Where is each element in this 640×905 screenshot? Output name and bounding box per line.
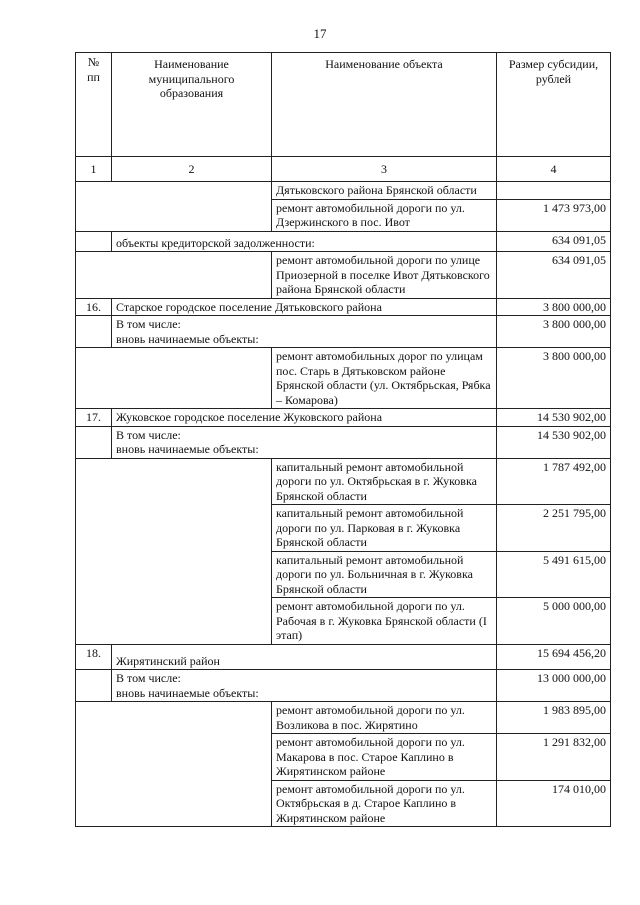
table-row	[76, 182, 611, 200]
amount-cell: 1 983 895,00	[497, 702, 611, 734]
table-row	[76, 702, 611, 734]
amount-cell: 14 530 902,00	[497, 426, 611, 458]
amount-cell: 3 800 000,00	[497, 348, 611, 409]
municipality-name: Жирятинский район	[112, 644, 497, 670]
amount-cell: 1 787 492,00	[497, 458, 611, 505]
amount-cell: 15 694 456,20	[497, 644, 611, 670]
amount-cell: 5 491 615,00	[497, 551, 611, 598]
municipality-name: Старское городское поселение Дятьковского района	[112, 298, 497, 316]
table-row	[76, 199, 611, 231]
object-cell: ремонт автомобильной дороги по ул. Возликова в пос. Жирятино	[272, 702, 497, 734]
amount-cell: 13 000 000,00	[497, 670, 611, 702]
amount-cell: 5 000 000,00	[497, 598, 611, 645]
table-row	[76, 348, 611, 409]
index-cell: 4	[497, 157, 611, 182]
table-row	[76, 252, 611, 299]
row-number: 16.	[76, 298, 112, 316]
header-subsidy: Размер субсидии, рублей	[497, 53, 611, 157]
table-row	[76, 670, 611, 702]
row-number: 17.	[76, 409, 112, 427]
table-row	[76, 426, 611, 458]
municipality-name: Жуковское городское поселение Жуковского района	[112, 409, 497, 427]
object-cell: капитальный ремонт автомобильной дороги по ул. Октябрьская в г. Жуковка Брянской области	[272, 458, 497, 505]
subsidy-table	[75, 52, 611, 827]
object-cell: капитальный ремонт автомобильной дороги по ул. Парковая в г. Жуковка Брянской области	[272, 505, 497, 552]
object-cell: капитальный ремонт автомобильной дороги по ул. Больничная в г. Жуковка Брянской области	[272, 551, 497, 598]
subgroup-label: В том числе: вновь начинаемые объекты:	[112, 670, 497, 702]
section-row	[76, 298, 611, 316]
amount-cell: 174 010,00	[497, 780, 611, 827]
amount-cell: 1 291 832,00	[497, 734, 611, 781]
page-number: 17	[313, 26, 327, 41]
object-cell: ремонт автомобильных дорог по улицам пос. Старь в Дятьковском районе Брянской области (ул. Октябрьская, Рябка – Комарова)	[272, 348, 497, 409]
amount-cell: 1 473 973,00	[497, 199, 611, 231]
header-municipality: Наименование муниципального образования	[112, 53, 272, 157]
table-row	[76, 458, 611, 505]
amount-cell: 3 800 000,00	[497, 298, 611, 316]
header-object: Наименование объекта	[272, 53, 497, 157]
row-number: 18.	[76, 644, 112, 670]
index-cell: 1	[76, 157, 112, 182]
object-cell: ремонт автомобильной дороги по ул. Рабочая в г. Жуковка Брянской области (I этап)	[272, 598, 497, 645]
object-cell: Дятьковского района Брянской области	[272, 182, 497, 200]
object-cell: ремонт автомобильной дороги по ул. Дзержинского в пос. Ивот	[272, 199, 497, 231]
subgroup-label: В том числе: вновь начинаемые объекты:	[112, 426, 497, 458]
table-header-row	[76, 53, 611, 157]
amount-cell: 14 530 902,00	[497, 409, 611, 427]
table-row	[76, 316, 611, 348]
subgroup-label: В том числе: вновь начинаемые объекты:	[112, 316, 497, 348]
object-cell: ремонт автомобильной дороги по ул. Октябрьская в д. Старое Каплино в Жирятинском районе	[272, 780, 497, 827]
column-index-row	[76, 157, 611, 182]
object-cell: ремонт автомобильной дороги по улице Приозерной в поселке Ивот Дятьковского района Брянской области	[272, 252, 497, 299]
amount-cell: 634 091,05	[497, 231, 611, 252]
table-row	[76, 231, 611, 252]
section-row	[76, 644, 611, 670]
group-label: объекты кредиторской задолженности:	[112, 231, 497, 252]
header-number: № пп	[76, 53, 112, 157]
amount-cell: 2 251 795,00	[497, 505, 611, 552]
amount-cell: 634 091,05	[497, 252, 611, 299]
index-cell: 3	[272, 157, 497, 182]
object-cell: ремонт автомобильной дороги по ул. Макарова в пос. Старое Каплино в Жирятинском районе	[272, 734, 497, 781]
amount-cell: 3 800 000,00	[497, 316, 611, 348]
index-cell: 2	[112, 157, 272, 182]
section-row	[76, 409, 611, 427]
